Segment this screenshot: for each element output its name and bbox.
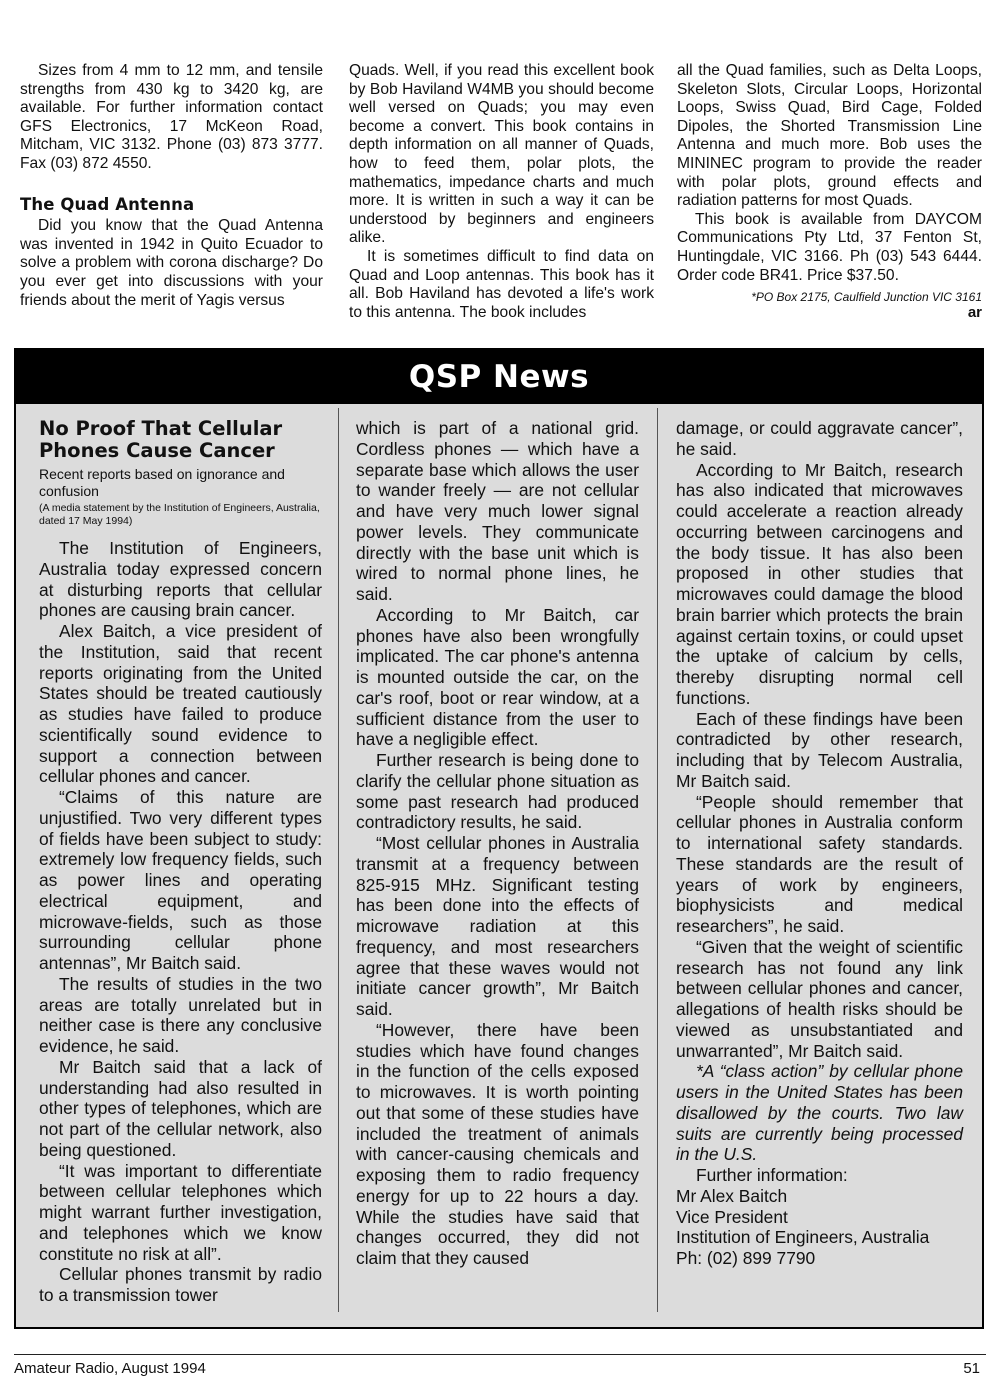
page-number: 51 — [963, 1360, 980, 1377]
news-column-1 — [39, 418, 322, 1306]
quad-paragraph-1a: Did you know that the Quad Antenna was invented in 1942 in Quito Ecuador to solve a problem with corona discharge? Do you ever get into discussions with your friends about the merit of Yagis versus — [20, 217, 323, 309]
news-paragraph-split: “However, there have been studies which have found changes in the function of the cells exposed to microwaves. It is worth pointing out that some of these studies have included the treatment of animals with cancer-causing chemicals and exposing them to radio frequency energy for up to 22 hours a day. While the studies have said that changes occurred, they did not claim that they caused — [356, 1019, 639, 1268]
news-paragraph: The results of studies in the two areas are totally unrelated but in neither case is there any conclusive evidence, he said. — [39, 973, 322, 1056]
further-information-label: Further information: — [696, 1165, 848, 1185]
publication-footer: Amateur Radio, August 1994 — [14, 1360, 206, 1377]
quad-paragraph-1b: Quads. Well, if you read this excellent book by Bob Haviland W4MB you should become well versed on Quads; you may even become a convert. This book contains in depth information on all manner of Quads, how to feed them, polar plots, the mathematics, impedance charts and much more. It is written in such a way it can be understood by beginners and engineers alike. — [349, 62, 654, 247]
contact-phone: Ph: (02) 899 7790 — [676, 1248, 816, 1268]
quad-antenna-heading: The Quad Antenna — [20, 194, 195, 214]
news-paragraph: According to Mr Baitch, car phones have also been wrongfully implicated. The car phone's antenna is mounted outside the car, on the car's roof, boot or rear window, at a sufficient distance from the user to have a negligible effect. — [356, 604, 639, 750]
footer-rule — [14, 1354, 986, 1355]
column-divider — [338, 408, 339, 1312]
contact-name: Mr Alex Baitch — [676, 1185, 788, 1206]
quad-paragraph-3: This book is available from DAYCOM Communications Pty Ltd, 37 Fenton St, Huntingdale, VIC 3166. Ph (03) 543 6444. Order code BR41. Price $37.50. — [677, 210, 982, 284]
top-column-3 — [677, 62, 982, 321]
news-paragraph-split: which is part of a national grid. Cordless phones — which have a separate base which allows the user to wander freely — are not cellular and have very much lower signal power levels. They communicate directly with the base unit which is wired to normal phone lines, he said. — [356, 418, 639, 604]
news-headline: No Proof That Cellular Phones Cause Cancer — [39, 417, 283, 462]
news-paragraph: Further research is being done to clarify the cellular phone situation as some past research had produced contradictory results, he said. — [356, 750, 639, 833]
news-paragraph: “Given that the weight of scientific research has not found any link between cellular phones and cancer, allegations of health risks should be viewed as unsubstantiated and unwarranted”, Mr Baitch said. — [676, 936, 963, 1061]
news-column-3 — [676, 418, 963, 1269]
quad-paragraph-2a: It is sometimes difficult to find data on Quad and Loop antennas. This book has it all. Bob Haviland has devoted a life's work to this antenna. The book includes — [349, 247, 654, 321]
qsp-news-banner: QSP News — [16, 350, 982, 404]
news-paragraph: “Claims of this nature are unjustified. Two very different types of fields have been subject to study: extremely low frequency fields, such as power lines and operating electrical equipment, and microwave-fields, such as those surrounding cellular phone antennas”, Mr Baitch said. — [39, 787, 322, 973]
gfs-paragraph: Sizes from 4 mm to 12 mm, and tensile strengths from 430 kg to 3420 kg, are available. For further information contact GFS Electronics, 17 McKeon Road, Mitcham, VIC 3132. Phone (03) 873 3777. Fax (03) 872 4550. — [20, 62, 323, 172]
news-column-2 — [356, 418, 639, 1269]
end-mark: ar — [967, 304, 982, 322]
news-paragraph-split: damage, or could aggravate cancer”, he said. — [676, 418, 963, 459]
column-divider — [657, 408, 658, 1312]
news-standfirst: Recent reports based on ignorance and confusion — [39, 466, 285, 499]
quad-paragraph-2b: all the Quad families, such as Delta Loops, Skeleton Slots, Circular Loops, Horizontal Loops, Swiss Quad, Bird Cage, Folded Dipoles, the Shorted Transmission Line Antenna and much more. Bob uses the MININEC program to provide the reader with polar plots, ground effects and radiation patterns for most Quads. — [677, 62, 982, 210]
top-column-2 — [349, 62, 654, 322]
news-paragraph: Each of these findings have been contradicted by other research, including that by Telecom Australia, Mr Baitch said. — [676, 708, 963, 791]
news-paragraph: Alex Baitch, a vice president of the Institution, said that recent reports originating from the United States should be treated cautiously as studies have failed to produce scientifically sound evidence to support a connection between cellular phones and cancer. — [39, 621, 322, 787]
news-paragraph-split: Cellular phones transmit by radio to a transmission tower — [39, 1264, 322, 1305]
top-column-1 — [20, 62, 323, 310]
contact-title: Vice President — [676, 1206, 788, 1227]
news-paragraph: The Institution of Engineers, Australia today expressed concern at disturbing reports that cellular phones are causing brain cancer. — [39, 538, 322, 621]
class-action-footnote: *A “class action” by cellular phone users in the United States has been disallowed by the courts. Two law suits are currently being processed in the U.S. — [676, 1061, 963, 1165]
news-paragraph: Mr Baitch said that a lack of understanding had also resulted in other types of telephones, which are not part of the cellular network, also being questioned. — [39, 1056, 322, 1160]
contact-block — [676, 1186, 963, 1269]
news-paragraph: “Most cellular phones in Australia transmit at a frequency between 825-915 MHz. Significant testing has been done into the effects of microwave radiation at this frequency, and most researchers agree that these waves would not initiate cancer growth”, Mr Baitch said. — [356, 833, 639, 1019]
contact-organisation: Institution of Engineers, Australia — [676, 1227, 930, 1248]
po-box-note: *PO Box 2175, Caulfield Junction VIC 3161 — [751, 290, 982, 305]
news-paragraph: “It was important to differentiate between cellular telephones which might warrant further investigation, and telephones which we know constitute no risk at all”. — [39, 1160, 322, 1264]
news-paragraph: “People should remember that cellular phones in Australia conform to international safety standards. These standards are the result of years of work by engineers, biophysicists and medical researchers”, he said. — [676, 791, 963, 936]
news-source-note: (A media statement by the Institution of Engineers, Australia, dated 17 May 1994) — [39, 502, 320, 527]
news-paragraph: According to Mr Baitch, research has also indicated that microwaves could accelerate a reaction already occurring between carcinogens and the body tissue. It has also been proposed in other studies that microwaves could damage the blood brain barrier which protects the brain against certain toxins, or could upset the uptake of calcium by cells, thereby disrupting normal cell functions. — [676, 459, 963, 708]
